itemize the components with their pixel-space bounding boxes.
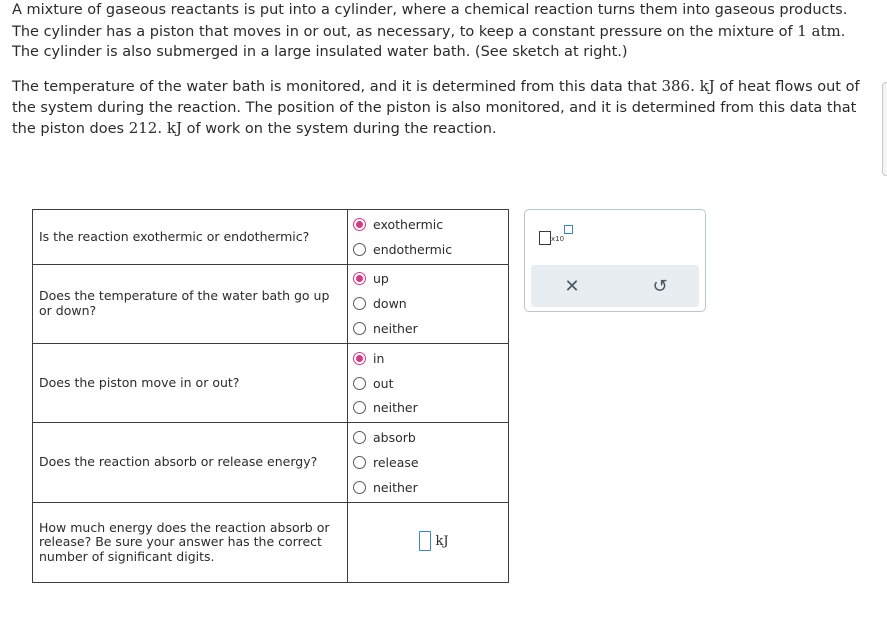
question-cell [33,264,348,343]
table-row [33,210,509,265]
answer-cell [348,343,509,422]
pressure-value: 1 atm [797,21,841,40]
option-label: absorb [373,430,416,446]
question-text: How much energy does the reaction absorb or release? Be sure your answer has the correct number of significant digits. [39,519,330,564]
work-value: 212. kJ [128,119,182,137]
radio-unselected-icon[interactable] [353,377,366,390]
x10-label: x10 [551,235,565,243]
option-label: neither [373,321,418,337]
scientific-notation-button[interactable] [539,225,573,249]
radio-option-in[interactable] [348,346,508,371]
radio-option-neither[interactable] [348,475,508,500]
radio-unselected-icon[interactable] [353,456,366,469]
radio-unselected-icon[interactable] [353,297,366,310]
base-box-icon [539,231,551,245]
option-label: endothermic [373,241,453,257]
radio-option-down[interactable] [348,291,508,316]
radio-unselected-icon[interactable] [353,401,366,414]
option-label: neither [373,479,418,495]
radio-option-up[interactable] [348,267,508,292]
question-cell [33,423,348,502]
problem-text: of heat flows out of the system during the reaction. The position of the piston is also monitored, and it is determined from this data that the piston does [12,79,860,137]
problem-paragraph-1 [12,0,874,63]
radio-selected-icon[interactable] [353,218,366,231]
radio-option-out[interactable] [348,371,508,396]
clear-button[interactable] [547,265,597,307]
option-label: down [373,296,407,312]
question-text: Does the piston move in or out? [39,374,240,390]
undo-button[interactable] [635,265,685,307]
table-row [33,423,509,502]
radio-selected-icon[interactable] [353,272,366,285]
problem-paragraph-2 [12,76,874,140]
radio-unselected-icon[interactable] [353,322,366,335]
radio-unselected-icon[interactable] [353,243,366,256]
option-label: up [373,271,389,287]
question-text: Does the reaction absorb or release energy? [39,454,318,470]
energy-answer-cell [348,502,509,582]
question-text: Does the temperature of the water bath go up or down? [39,288,330,318]
radio-option-absorb[interactable] [348,425,508,450]
table-row [33,502,509,582]
radio-option-exothermic[interactable] [348,212,508,237]
answer-cell [348,423,509,502]
problem-text: A mixture of gaseous reactants is put into a cylinder, where a chemical reaction turns them into gaseous products. The cylinder has a piston that moves in or out, as necessary, to keep a constant pressure on the mixture of [12,2,848,40]
toolbox-actions [531,265,699,307]
option-label: in [373,350,385,366]
radio-option-endothermic[interactable] [348,237,508,262]
undo-icon: ↺ [652,275,668,297]
unit-label: kJ [435,533,449,549]
answer-cell [348,264,509,343]
question-table [32,209,509,583]
table-row [33,343,509,422]
radio-unselected-icon[interactable] [353,431,366,444]
option-label: release [373,455,419,471]
radio-selected-icon[interactable] [353,352,366,365]
option-label: neither [373,400,418,416]
radio-option-neither[interactable] [348,396,508,421]
sketch-panel-edge[interactable] [882,82,887,176]
problem-text: . The cylinder is also submerged in a large insulated water bath. (See sketch at right.) [12,23,846,60]
question-cell [33,210,348,265]
energy-question-cell [33,502,348,582]
answer-toolbox [524,209,706,312]
option-label: exothermic [373,216,444,232]
radio-unselected-icon[interactable] [353,481,366,494]
close-icon: ✕ [564,275,580,297]
answer-cell [348,210,509,265]
question-cell [33,343,348,422]
question-text: Is the reaction exothermic or endothermic? [39,228,310,244]
energy-input[interactable] [419,531,431,551]
problem-text: The temperature of the water bath is monitored, and it is determined from this data that [12,79,662,95]
exponent-box-icon [564,225,573,234]
radio-option-release[interactable] [348,450,508,475]
table-row [33,264,509,343]
problem-text: of work on the system during the reaction. [182,121,497,137]
heat-value: 386. kJ [661,77,715,95]
radio-option-neither[interactable] [348,316,508,341]
option-label: out [373,375,394,391]
